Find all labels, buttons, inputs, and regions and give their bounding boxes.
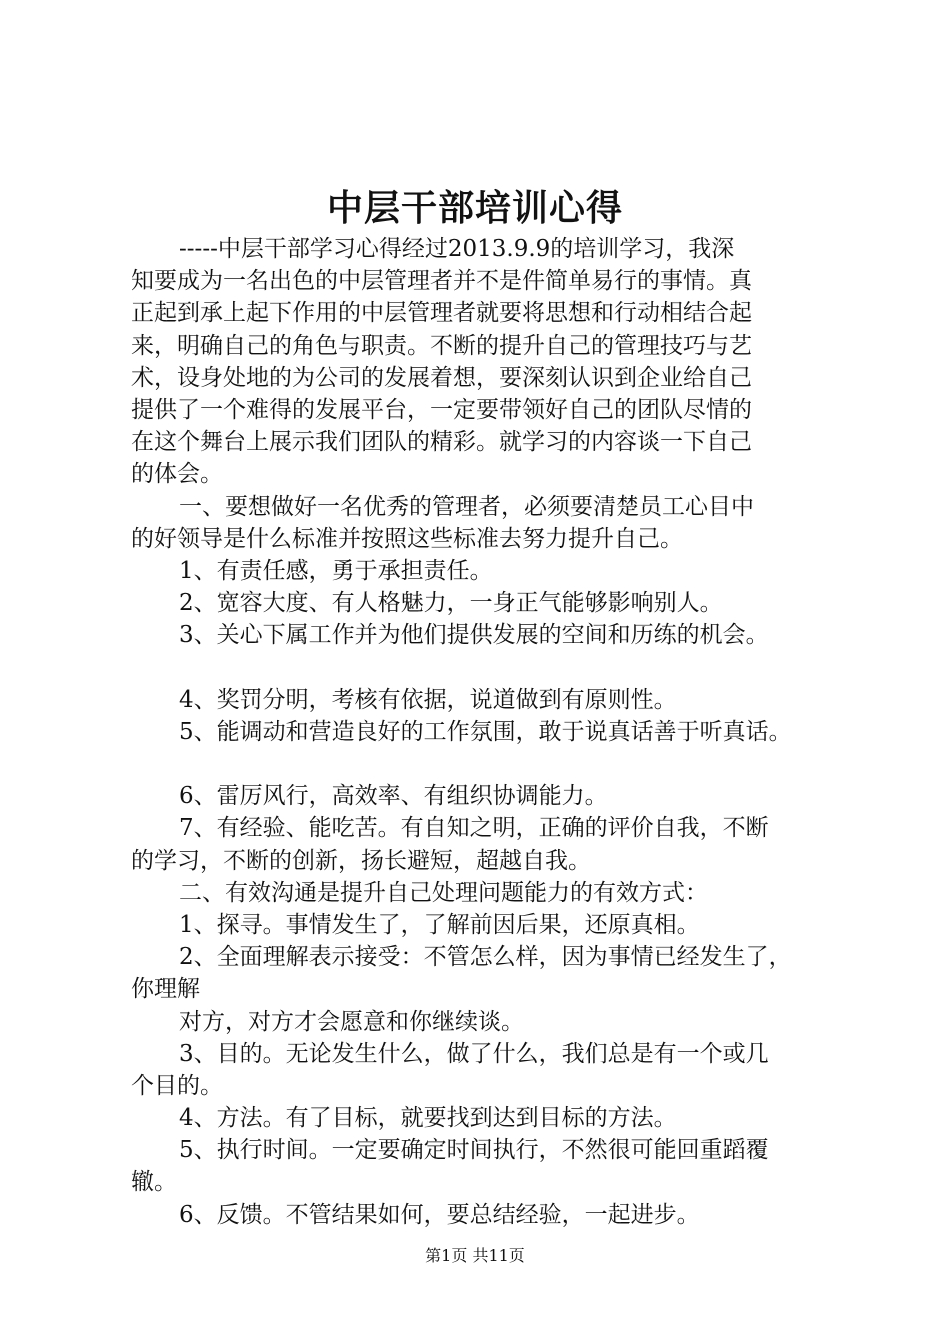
list-item: 4、方法。有了目标，就要找到达到目标的方法。 (179, 1105, 677, 1132)
document-body (131, 233, 836, 1231)
body-line: 的学习，不断的创新，扬长避短，超越自我。 (131, 847, 591, 874)
list-item: 2、全面理解表示接受：不管怎么样，因为事情已经发生了， (179, 944, 792, 971)
list-item: 2、宽容大度、有人格魅力，一身正气能够影响别人。 (179, 590, 723, 617)
body-line: 在这个舞台上展示我们团队的精彩。就学习的内容谈一下自己 (131, 429, 752, 456)
page-footer: 第1页 共11页 (425, 1246, 525, 1265)
body-line: -----中层干部学习心得经过2013.9.9的培训学习，我深 (179, 236, 735, 262)
body-line: 个目的。 (131, 1072, 223, 1099)
body-line: 你理解 (131, 976, 200, 1003)
body-line: 辙。 (131, 1169, 177, 1196)
list-item: 5、能调动和营造良好的工作氛围，敢于说真话善于听真话。 (179, 718, 792, 745)
list-item: 5、执行时间。一定要确定时间执行，不然很可能回重蹈覆 (179, 1137, 769, 1164)
body-line: 来，明确自己的角色与职责。不断的提升自己的管理技巧与艺 (131, 332, 752, 359)
list-item: 6、反馈。不管结果如何，要总结经验，一起进步。 (179, 1201, 700, 1228)
list-item: 3、关心下属工作并为他们提供发展的空间和历练的机会。 (179, 622, 769, 649)
list-item: 1、有责任感，勇于承担责任。 (179, 557, 493, 584)
list-item: 6、雷厉风行，高效率、有组织协调能力。 (179, 783, 608, 810)
section-heading: 二、有效沟通是提升自己处理问题能力的有效方式： (179, 879, 708, 906)
document-title: 中层干部培训心得 (326, 187, 623, 229)
blank-line (131, 748, 836, 780)
list-item: 1、探寻。事情发生了，了解前因后果，还原真相。 (179, 911, 700, 938)
list-item: 4、奖罚分明，考核有依据，说道做到有原则性。 (179, 686, 677, 713)
body-line: 的体会。 (131, 461, 223, 488)
body-line: 对方，对方才会愿意和你继续谈。 (179, 1008, 524, 1035)
blank-line (131, 651, 836, 683)
body-line: 正起到承上起下作用的中层管理者就要将思想和行动相结合起 (131, 300, 752, 327)
body-line: 术，设身处地的为公司的发展着想，要深刻认识到企业给自己 (131, 364, 752, 391)
section-heading: 一、要想做好一名优秀的管理者，必须要清楚员工心目中 (179, 493, 754, 520)
list-item: 7、有经验、能吃苦。有自知之明，正确的评价自我，不断 (179, 815, 769, 842)
body-line: 提供了一个难得的发展平台，一定要带领好自己的团队尽情的 (131, 396, 752, 423)
body-line: 的好领导是什么标准并按照这些标准去努力提升自己。 (131, 525, 683, 552)
list-item: 3、目的。无论发生什么，做了什么，我们总是有一个或几 (179, 1040, 769, 1067)
body-line: 知要成为一名出色的中层管理者并不是件简单易行的事情。真 (131, 268, 752, 295)
